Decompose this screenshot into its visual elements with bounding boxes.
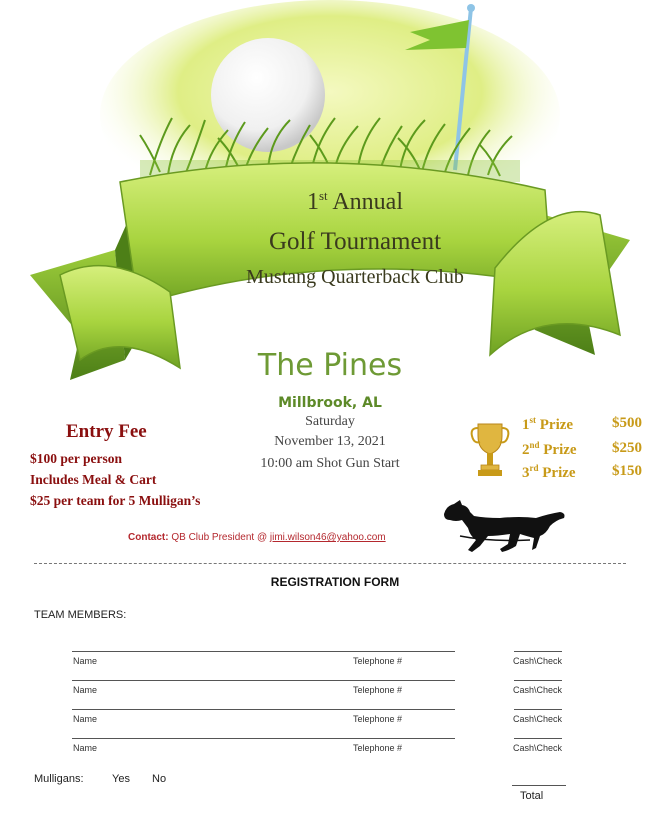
prize-row: 3rd Prize $150: [522, 463, 642, 481]
mustang-horse-icon: [440, 496, 570, 556]
payment-label: Cash\Check: [513, 656, 563, 666]
event-time: 10:00 am Shot Gun Start: [260, 456, 400, 471]
trophy-icon: [470, 420, 510, 480]
name-phone-line[interactable]: [72, 709, 455, 710]
name-phone-line[interactable]: [72, 651, 455, 652]
telephone-label: Telephone #: [353, 685, 403, 695]
telephone-label: Telephone #: [353, 656, 403, 666]
golf-ball-icon: [211, 38, 325, 152]
total-label: Total: [520, 790, 544, 802]
prize-row: 1st Prize $500: [522, 415, 642, 433]
entry-fee-line: $25 per team for 5 Mulligan’s: [30, 493, 201, 508]
registration-form-title: REGISTRATION FORM: [270, 575, 400, 589]
cut-line: [34, 563, 626, 564]
name-label: Name: [73, 685, 98, 695]
prize-row: 2nd Prize $250: [522, 440, 642, 458]
banner-title-line2: Golf Tournament: [268, 228, 442, 255]
contact-label: Contact:: [128, 532, 169, 543]
telephone-label: Telephone #: [353, 743, 403, 753]
mulligans-label: Mulligans:: [34, 773, 84, 785]
payment-label: Cash\Check: [513, 743, 563, 753]
contact-text: QB Club President @: [171, 532, 268, 543]
payment-label: Cash\Check: [513, 685, 563, 695]
banner-title-line1: 1st Annual: [306, 188, 403, 215]
name-phone-line[interactable]: [72, 738, 455, 739]
telephone-label: Telephone #: [353, 714, 403, 724]
payment-label: Cash\Check: [513, 714, 563, 724]
team-members-label: TEAM MEMBERS:: [34, 609, 127, 621]
entry-fee-line: Includes Meal & Cart: [30, 472, 157, 487]
payment-line[interactable]: [514, 651, 562, 652]
name-phone-line[interactable]: [72, 680, 455, 681]
name-label: Name: [73, 743, 98, 753]
event-date: November 13, 2021: [274, 434, 386, 449]
payment-line[interactable]: [514, 680, 562, 681]
name-label: Name: [73, 656, 98, 666]
payment-line[interactable]: [514, 738, 562, 739]
contact-email-link[interactable]: jimi.wilson46@yahoo.com: [269, 532, 386, 543]
venue-city: Millbrook, AL: [278, 395, 382, 411]
event-day: Saturday: [305, 414, 355, 429]
total-line[interactable]: [512, 785, 566, 786]
banner-title-line3: Mustang Quarterback Club: [246, 266, 464, 288]
contact-line: [128, 532, 386, 543]
venue-name: The Pines: [257, 348, 403, 383]
payment-line[interactable]: [514, 709, 562, 710]
mulligans-no-option[interactable]: No: [152, 773, 167, 785]
entry-fee-line: $100 per person: [30, 451, 123, 466]
entry-fee-heading: Entry Fee: [66, 421, 147, 442]
mulligans-yes-option[interactable]: Yes: [112, 773, 130, 785]
name-label: Name: [73, 714, 98, 724]
